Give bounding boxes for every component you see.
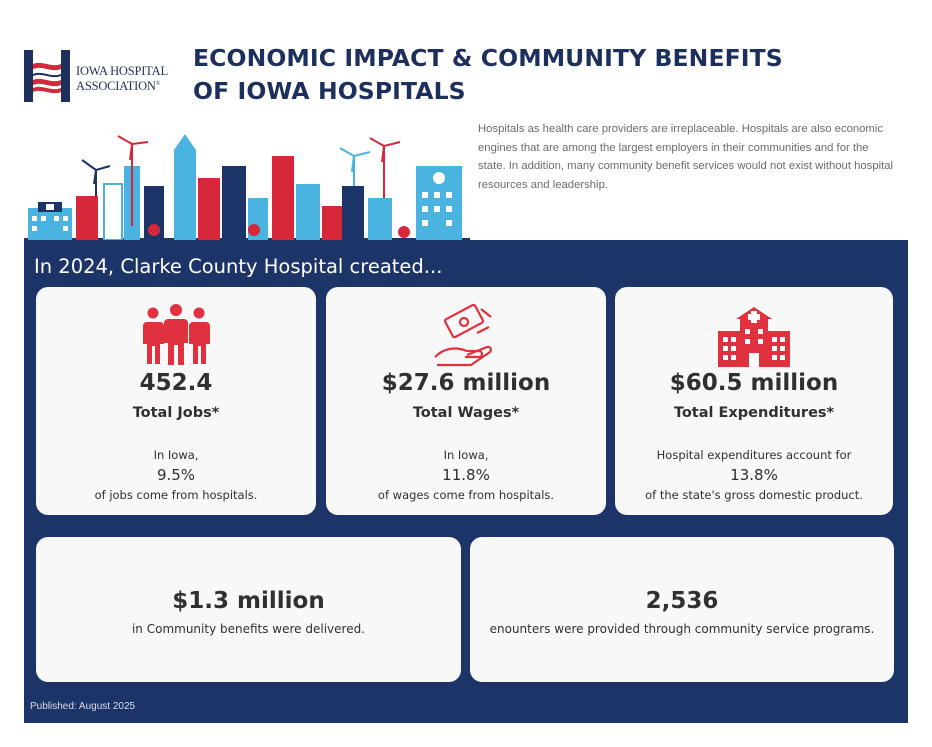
expenditures-card bbox=[615, 287, 893, 515]
title-line-1: ECONOMIC IMPACT & COMMUNITY BENEFITS bbox=[193, 44, 783, 72]
city-skyline-illustration bbox=[24, 126, 470, 242]
expenditures-detail-pct: 13.8% bbox=[730, 466, 778, 484]
iha-logo-mark-icon bbox=[24, 50, 70, 102]
impact-panel bbox=[24, 240, 908, 723]
wages-label: Total Wages* bbox=[412, 405, 520, 421]
wages-detail bbox=[326, 445, 606, 505]
expenditures-detail-tail: of the state's gross domestic product. bbox=[645, 488, 863, 502]
page-title bbox=[193, 42, 783, 108]
logo-line1: IOWA HOSPITAL bbox=[76, 64, 168, 78]
expenditures-detail bbox=[615, 445, 893, 505]
hospital-building-icon bbox=[714, 303, 794, 367]
community-benefits-value: $1.3 million bbox=[172, 588, 325, 614]
intro-paragraph: Hospitals as health care providers are irreplaceable. Hospitals are also economic engines that are among the largest employers in their communities and for the state. In addition, many community benefit services would not exist without hospital resources and leadership. bbox=[478, 123, 894, 191]
encounters-value: 2,536 bbox=[645, 588, 719, 614]
wages-detail-tail: of wages come from hospitals. bbox=[377, 488, 555, 502]
expenditures-label: Total Expenditures* bbox=[673, 405, 835, 421]
encounters-card bbox=[470, 537, 894, 682]
money-hand-icon bbox=[431, 303, 501, 369]
panel-heading: In 2024, Clarke County Hospital created... bbox=[34, 255, 443, 278]
jobs-detail-tail: of jobs come from hospitals. bbox=[94, 488, 258, 502]
wages-card bbox=[326, 287, 606, 515]
jobs-detail-intro: In Iowa, bbox=[153, 448, 199, 462]
people-icon bbox=[139, 303, 213, 367]
jobs-card bbox=[36, 287, 316, 515]
community-benefits-card bbox=[36, 537, 461, 682]
jobs-detail-pct: 9.5% bbox=[156, 466, 196, 484]
logo-registered: ® bbox=[155, 81, 161, 87]
title-line-2: OF IOWA HOSPITALS bbox=[193, 77, 466, 105]
jobs-label: Total Jobs* bbox=[132, 405, 220, 421]
wages-value: $27.6 million bbox=[381, 370, 551, 396]
expenditures-value: $60.5 million bbox=[669, 370, 839, 396]
jobs-detail bbox=[36, 445, 316, 505]
encounters-text: enounters were provided through community service programs. bbox=[489, 622, 875, 636]
expenditures-detail-intro: Hospital expenditures account for bbox=[656, 448, 852, 462]
community-benefits-text: in Community benefits were delivered. bbox=[131, 622, 366, 636]
logo-line2: ASSOCIATION bbox=[76, 79, 156, 94]
published-date: Published: August 2025 bbox=[30, 701, 136, 712]
wages-detail-intro: In Iowa, bbox=[443, 448, 489, 462]
jobs-value: 452.4 bbox=[139, 370, 213, 396]
iha-logo bbox=[24, 50, 174, 104]
wages-detail-pct: 11.8% bbox=[442, 466, 490, 484]
